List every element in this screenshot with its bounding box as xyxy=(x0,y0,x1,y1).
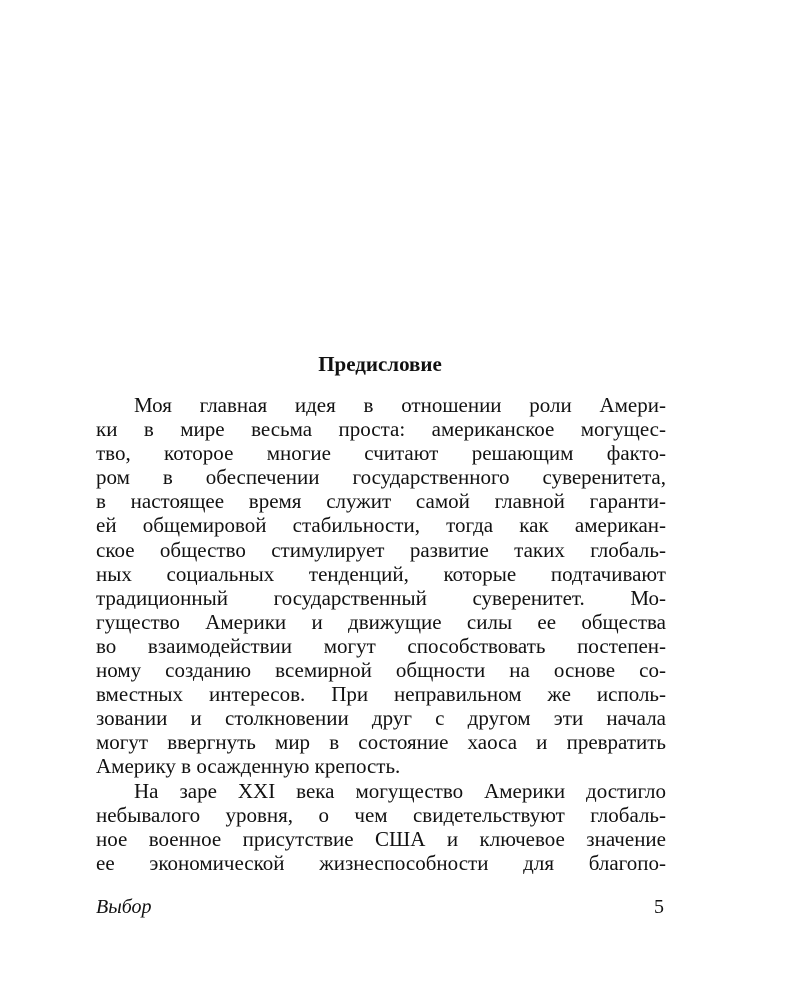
text-line: зовании и столкновении друг с другом эти начала xyxy=(96,706,666,731)
text-line: традиционный государственный суверенитет. Мо- xyxy=(96,585,666,610)
running-title: Выбор xyxy=(96,896,152,918)
text-line: тво, которое многие считают решающим факто- xyxy=(96,441,666,466)
text-line: ных социальных тенденций, которые подтачивают xyxy=(96,561,666,586)
text-line: ее экономической жизнеспособности для благопо- xyxy=(96,850,666,875)
text-line: могут ввергнуть мир в состояние хаоса и превратить xyxy=(96,730,666,755)
text-line: ному созданию всемирной общности на основе со- xyxy=(96,658,666,683)
text-line: Америку в осажденную крепость. xyxy=(96,754,401,779)
text-line: ное военное присутствие США и ключевое значение xyxy=(96,826,666,851)
text-line: На заре XXI века могущество Америки достигло xyxy=(134,778,666,803)
text-line: во взаимодействии могут способствовать постепен- xyxy=(96,633,666,658)
text-line: гущество Америки и движущие силы ее общества xyxy=(96,609,666,634)
body-text xyxy=(96,393,666,875)
page-footer xyxy=(96,894,666,920)
text-line: ки в мире весьма проста: американское могущес- xyxy=(96,417,666,442)
text-line: ей общемировой стабильности, тогда как американ- xyxy=(96,513,666,538)
page-number: 5 xyxy=(654,896,664,918)
chapter-title: Предисловие xyxy=(318,352,442,376)
text-line: ром в обеспечении государственного суверенитета, xyxy=(96,465,666,490)
text-line: вместных интересов. При неправильном же исполь- xyxy=(96,682,666,707)
text-line: небывалого уровня, о чем свидетельствуют глобаль- xyxy=(96,802,666,827)
text-line: ское общество стимулирует развитие таких глобаль- xyxy=(96,537,666,562)
text-line: Моя главная идея в отношении роли Амери- xyxy=(134,393,666,417)
text-line: в настоящее время служит самой главной гаранти- xyxy=(96,489,666,514)
